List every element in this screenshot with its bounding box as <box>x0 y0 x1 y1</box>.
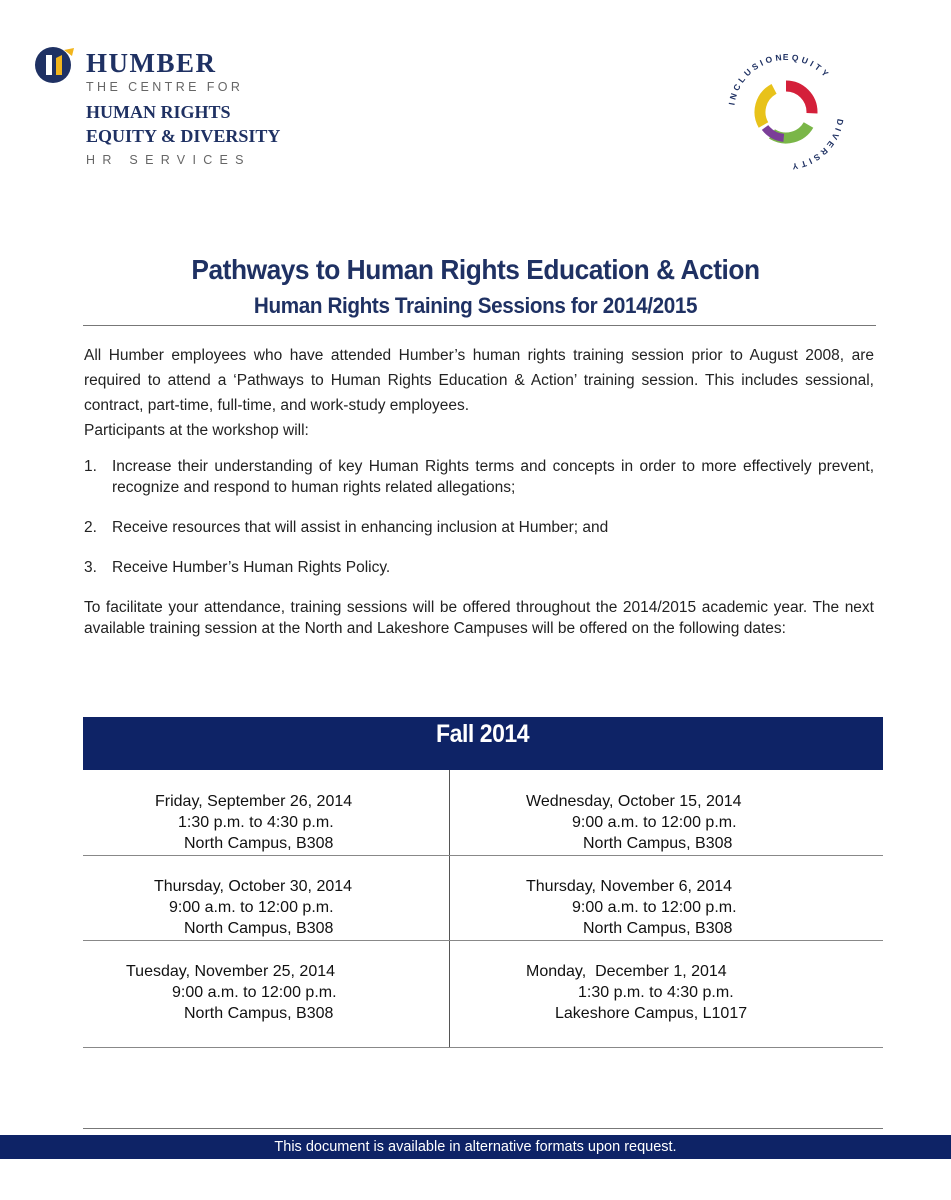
ring-word-inclusion: INCLUSION <box>726 52 786 106</box>
list-item-text: Receive Humber’s Human Rights Policy. <box>112 559 391 576</box>
table-row-divider <box>83 1047 883 1048</box>
page-title: Pathways to Human Rights Education & Action <box>191 254 760 285</box>
schedule-heading-bar <box>83 717 883 770</box>
logo-human-rights-text: HUMAN RIGHTS <box>86 102 231 122</box>
list-item-number: 3. <box>84 559 97 576</box>
session-location: Lakeshore Campus, L1017 <box>555 1005 748 1022</box>
session-location: North Campus, B308 <box>184 920 334 937</box>
objectives-list <box>84 456 874 578</box>
svg-text:INCLUSION <box>726 52 785 106</box>
session-location: North Campus, B308 <box>184 835 334 852</box>
logo-humber-text: HUMBER <box>86 48 217 78</box>
table-column-divider <box>449 770 450 1048</box>
session-time: 1:30 p.m. to 4:30 p.m. <box>178 814 334 831</box>
session-date: Monday, December 1, 2014 <box>526 963 727 980</box>
logo-hr-services-text: HR SERVICES <box>86 153 251 167</box>
logo-equity-diversity-text: EQUITY & DIVERSITY <box>86 126 281 146</box>
session-date: Tuesday, November 25, 2014 <box>126 963 336 980</box>
table-row-divider <box>83 855 883 856</box>
session-date: Wednesday, October 15, 2014 <box>526 793 742 810</box>
session-time: 9:00 a.m. to 12:00 p.m. <box>572 899 737 916</box>
svg-text:EQUITY <box>783 52 833 81</box>
session-date: Thursday, October 30, 2014 <box>154 878 353 895</box>
session-location: North Campus, B308 <box>583 835 733 852</box>
footer-divider <box>83 1128 883 1129</box>
list-item-text: Increase their understanding of key Human Rights terms and concepts in order to more effectively prevent, recognize and respond to human rights related allegations; <box>112 458 874 496</box>
list-item-number: 1. <box>84 458 97 475</box>
participants-text: Participants at the workshop will: <box>84 422 309 439</box>
table-row-divider <box>83 940 883 941</box>
session-time: 9:00 a.m. to 12:00 p.m. <box>572 814 737 831</box>
session-date: Thursday, November 6, 2014 <box>526 878 733 895</box>
ring-word-diversity: DIVERSITY <box>788 118 846 172</box>
list-item-text: Receive resources that will assist in enhancing inclusion at Humber; and <box>112 519 609 536</box>
facilitate-paragraph: To facilitate your attendance, training sessions will be offered throughout the 2014/2015 academic year. The next available training session at the North and Lakeshore Campuses will be offered on the following dates: <box>84 599 874 637</box>
intro-section <box>84 343 874 443</box>
list-item <box>84 456 874 498</box>
svg-text:DIVERSITY <box>789 118 846 172</box>
session-time: 1:30 p.m. to 4:30 p.m. <box>578 984 734 1001</box>
session-date: Friday, September 26, 2014 <box>155 793 353 810</box>
title-divider <box>83 325 876 326</box>
footer-note: This document is available in alternative formats upon request. <box>274 1139 677 1155</box>
schedule-table <box>83 770 883 1048</box>
page-subtitle: Human Rights Training Sessions for 2014/2015 <box>253 293 698 318</box>
schedule-heading: Fall 2014 <box>436 720 530 748</box>
session-location: North Campus, B308 <box>583 920 733 937</box>
list-item <box>84 557 874 578</box>
equity-diversity-inclusion-ring-logo <box>726 52 846 172</box>
session-location: North Campus, B308 <box>184 1005 334 1022</box>
humber-emblem-icon <box>34 46 76 84</box>
intro-paragraph: All Humber employees who have attended Humber’s human rights training session prior to August 2008, are required to attend a ‘Pathways to Human Rights Education & Action’ training session. This includes sessional, contract, part-time, full-time, and work-study employees. <box>84 347 874 414</box>
ring-word-equity: EQUITY <box>782 52 833 81</box>
list-item-number: 2. <box>84 519 97 536</box>
list-item <box>84 517 874 538</box>
session-time: 9:00 a.m. to 12:00 p.m. <box>172 984 337 1001</box>
footer-bar <box>0 1135 951 1159</box>
session-time: 9:00 a.m. to 12:00 p.m. <box>169 899 334 916</box>
logo-centre-for-text: THE CENTRE FOR <box>86 80 244 94</box>
